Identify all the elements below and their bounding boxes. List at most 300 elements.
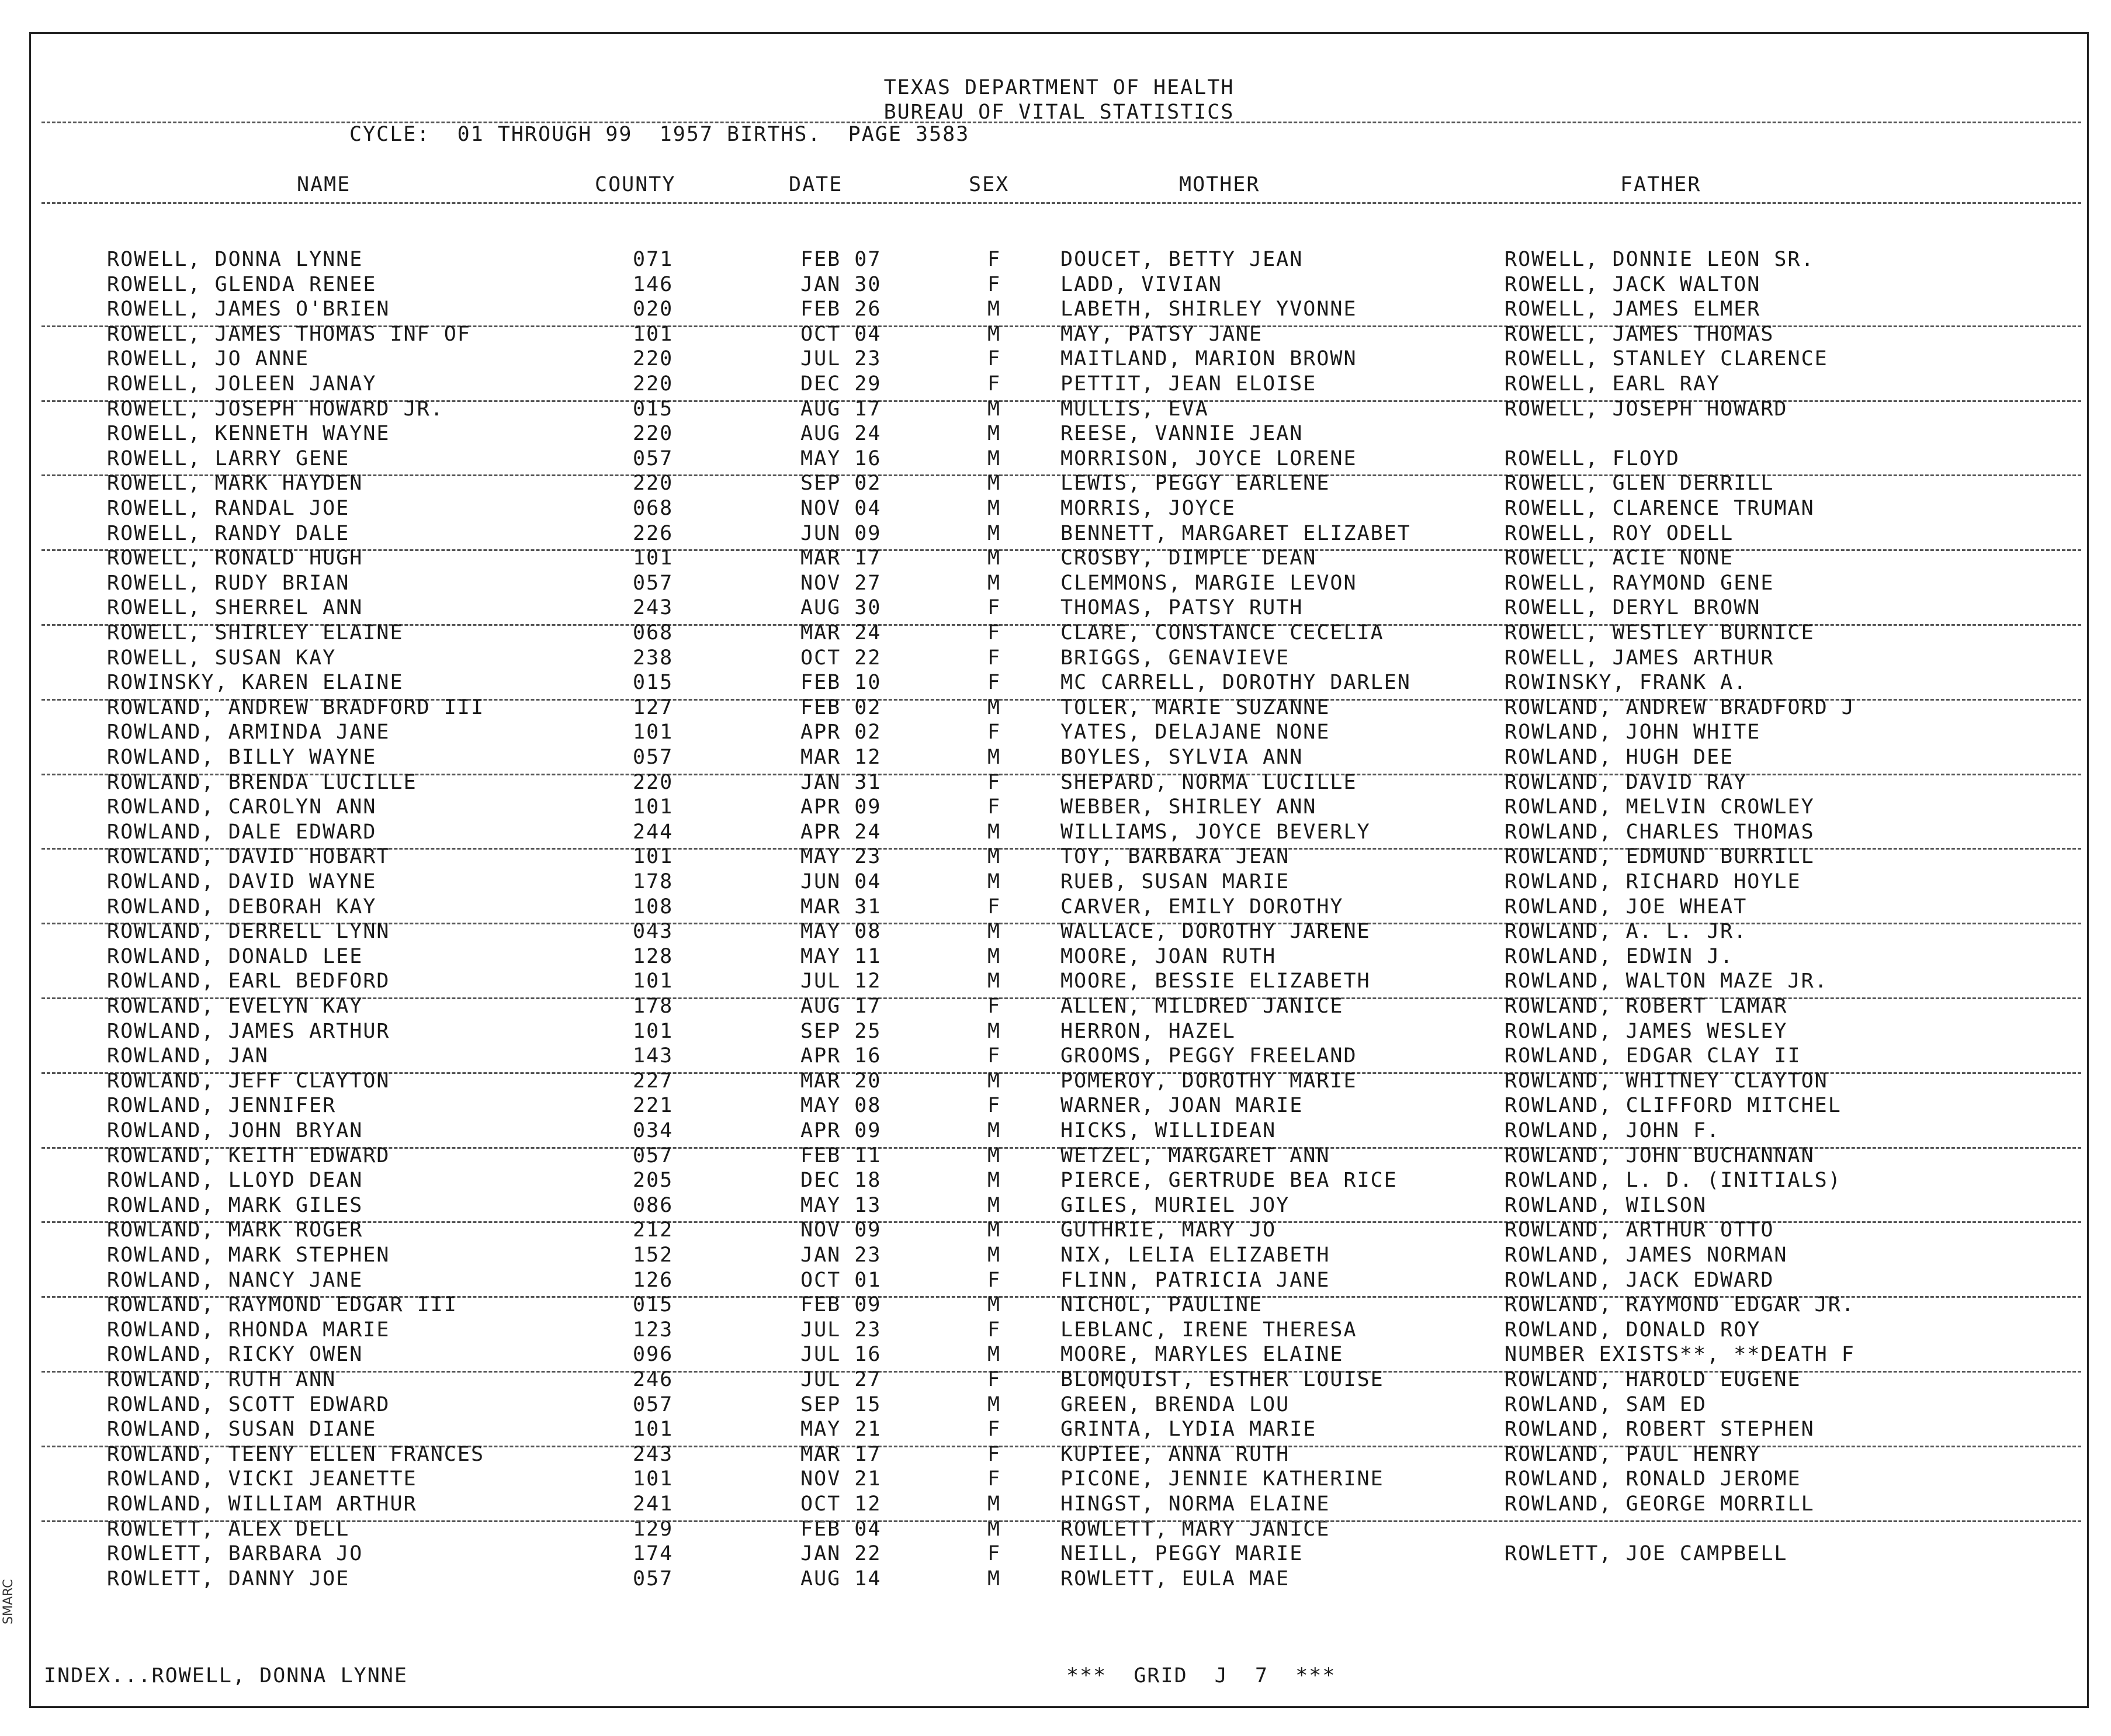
cell-date: JAN 23 bbox=[800, 1243, 882, 1267]
table-row bbox=[31, 571, 2087, 596]
cell-mother: HERRON, HAZEL bbox=[1060, 1019, 1236, 1043]
cell-county: 101 bbox=[633, 1019, 674, 1043]
cell-county: 238 bbox=[633, 646, 674, 670]
cell-date: MAY 11 bbox=[800, 944, 882, 968]
cell-county: 152 bbox=[633, 1243, 674, 1267]
table-row bbox=[31, 1541, 2087, 1567]
cell-sex: M bbox=[987, 695, 1001, 719]
cell-sex: M bbox=[987, 521, 1001, 545]
cell-name: ROWELL, RANDAL JOE bbox=[107, 497, 350, 520]
cell-name: ROWLAND, RICKY OWEN bbox=[107, 1343, 363, 1367]
table-row bbox=[31, 770, 2087, 795]
cell-county: 057 bbox=[633, 446, 674, 470]
cell-sex: M bbox=[987, 571, 1001, 595]
cell-father: ROWLAND, GEORGE MORRILL bbox=[1505, 1492, 1815, 1516]
cell-date: MAY 16 bbox=[800, 446, 882, 470]
cell-date: JAN 30 bbox=[800, 272, 882, 296]
cell-father: ROWELL, JACK WALTON bbox=[1505, 272, 1761, 296]
cell-county: 220 bbox=[633, 422, 674, 446]
cell-county: 243 bbox=[633, 596, 674, 620]
cell-sex: F bbox=[987, 1418, 1001, 1442]
table-row bbox=[31, 272, 2087, 297]
cell-name: ROWELL, LARRY GENE bbox=[107, 446, 350, 470]
cell-sex: M bbox=[987, 1492, 1001, 1516]
cell-date: AUG 17 bbox=[800, 995, 882, 1018]
cell-name: ROWLAND, ARMINDA JANE bbox=[107, 720, 390, 744]
cell-sex: M bbox=[987, 870, 1001, 893]
cell-mother: KUPIEE, ANNA RUTH bbox=[1060, 1442, 1290, 1466]
cell-date: FEB 07 bbox=[800, 248, 882, 271]
cell-mother: WARNER, JOAN MARIE bbox=[1060, 1094, 1304, 1118]
cell-date: SEP 15 bbox=[800, 1392, 882, 1416]
cell-mother: CLEMMONS, MARGIE LEVON bbox=[1060, 571, 1357, 595]
cell-mother: BOYLES, SYLVIA ANN bbox=[1060, 746, 1304, 769]
cell-mother: DOUCET, BETTY JEAN bbox=[1060, 248, 1304, 271]
cell-sex: M bbox=[987, 820, 1001, 844]
table-row bbox=[31, 1243, 2087, 1268]
cell-name: ROWLAND, RAYMOND EDGAR III bbox=[107, 1293, 457, 1317]
cell-county: 220 bbox=[633, 770, 674, 794]
cell-name: ROWLAND, JAMES ARTHUR bbox=[107, 1019, 390, 1043]
cell-father: ROWLAND, WILSON bbox=[1505, 1193, 1707, 1217]
table-row bbox=[31, 322, 2087, 347]
table-row bbox=[31, 595, 2087, 621]
cell-father: ROWLAND, JACK EDWARD bbox=[1505, 1268, 1774, 1292]
cell-mother: GROOMS, PEGGY FREELAND bbox=[1060, 1044, 1357, 1068]
cell-father: ROWELL, RAYMOND GENE bbox=[1505, 571, 1774, 595]
cell-county: 246 bbox=[633, 1368, 674, 1391]
cell-mother: MULLIS, EVA bbox=[1060, 397, 1209, 421]
cell-date: MAR 31 bbox=[800, 895, 882, 919]
cell-sex: M bbox=[987, 845, 1001, 869]
cell-date: NOV 21 bbox=[800, 1467, 882, 1491]
cell-county: 043 bbox=[633, 920, 674, 944]
cell-county: 143 bbox=[633, 1044, 674, 1068]
table-row bbox=[31, 869, 2087, 895]
cell-father: ROWLAND, WALTON MAZE JR. bbox=[1505, 969, 1828, 993]
cell-date: APR 09 bbox=[800, 795, 882, 819]
index-label: INDEX...ROWELL, DONNA LYNNE bbox=[44, 1664, 408, 1688]
cell-sex: M bbox=[987, 969, 1001, 993]
cell-county: 126 bbox=[633, 1268, 674, 1292]
cell-date: JUN 04 bbox=[800, 870, 882, 893]
column-header-county: COUNTY bbox=[595, 173, 676, 196]
table-row bbox=[31, 521, 2087, 546]
cell-name: ROWLAND, KEITH EDWARD bbox=[107, 1144, 390, 1167]
table-row bbox=[31, 1268, 2087, 1293]
cell-father: ROWLAND, JAMES NORMAN bbox=[1505, 1243, 1788, 1267]
cell-name: ROWLAND, VICKI JEANETTE bbox=[107, 1467, 417, 1491]
table-row bbox=[31, 1492, 2087, 1517]
cell-sex: M bbox=[987, 546, 1001, 570]
cell-sex: M bbox=[987, 1193, 1001, 1217]
cell-father: ROWLAND, DONALD ROY bbox=[1505, 1318, 1761, 1342]
cell-name: ROWLAND, RHONDA MARIE bbox=[107, 1318, 390, 1342]
cell-father: ROWELL, JAMES THOMAS bbox=[1505, 322, 1774, 346]
cell-sex: M bbox=[987, 920, 1001, 944]
cell-name: ROWELL, RUDY BRIAN bbox=[107, 571, 350, 595]
table-row bbox=[31, 969, 2087, 994]
cell-date: AUG 14 bbox=[800, 1567, 882, 1591]
cell-sex: F bbox=[987, 1542, 1001, 1566]
cell-county: 128 bbox=[633, 944, 674, 968]
cell-county: 146 bbox=[633, 272, 674, 296]
cell-date: MAY 23 bbox=[800, 845, 882, 869]
cell-mother: MOORE, BESSIE ELIZABETH bbox=[1060, 969, 1371, 993]
cell-mother: CROSBY, DIMPLE DEAN bbox=[1060, 546, 1317, 570]
cell-name: ROWLAND, WILLIAM ARTHUR bbox=[107, 1492, 417, 1516]
cell-sex: M bbox=[987, 944, 1001, 968]
table-row bbox=[31, 1218, 2087, 1243]
cell-county: 101 bbox=[633, 1418, 674, 1442]
cell-date: AUG 17 bbox=[800, 397, 882, 421]
cell-father: ROWLAND, ROBERT LAMAR bbox=[1505, 995, 1788, 1018]
table-row bbox=[31, 1168, 2087, 1193]
cell-mother: GRINTA, LYDIA MARIE bbox=[1060, 1418, 1317, 1442]
cell-date: APR 24 bbox=[800, 820, 882, 844]
grid-label: *** GRID J 7 *** bbox=[1066, 1664, 1336, 1688]
cell-date: OCT 22 bbox=[800, 646, 882, 670]
cell-county: 123 bbox=[633, 1318, 674, 1342]
cell-name: ROWLAND, EARL BEDFORD bbox=[107, 969, 390, 993]
cell-date: MAR 24 bbox=[800, 621, 882, 644]
cell-date: SEP 02 bbox=[800, 472, 882, 495]
cell-sex: F bbox=[987, 1442, 1001, 1466]
cell-mother: FLINN, PATRICIA JANE bbox=[1060, 1268, 1330, 1292]
cell-father: ROWELL, JAMES ELMER bbox=[1505, 297, 1761, 321]
table-row bbox=[31, 1367, 2087, 1392]
cell-mother: TOY, BARBARA JEAN bbox=[1060, 845, 1290, 869]
cell-date: FEB 26 bbox=[800, 297, 882, 321]
cell-mother: REESE, VANNIE JEAN bbox=[1060, 422, 1304, 446]
cell-mother: RUEB, SUSAN MARIE bbox=[1060, 870, 1290, 893]
table-row bbox=[31, 471, 2087, 496]
cell-date: FEB 11 bbox=[800, 1144, 882, 1167]
cell-county: 178 bbox=[633, 870, 674, 893]
cell-name: ROWLAND, DERRELL LYNN bbox=[107, 920, 390, 944]
cell-father: ROWLAND, RONALD JEROME bbox=[1505, 1467, 1801, 1491]
cell-father: ROWELL, GLEN DERRILL bbox=[1505, 472, 1774, 495]
cell-date: JUL 27 bbox=[800, 1368, 882, 1391]
cell-county: 227 bbox=[633, 1069, 674, 1093]
cell-mother: MORRIS, JOYCE bbox=[1060, 497, 1236, 520]
table-row bbox=[31, 820, 2087, 845]
table-row bbox=[31, 895, 2087, 920]
cell-father: ROWLAND, DAVID RAY bbox=[1505, 770, 1748, 794]
cell-mother: MOORE, JOAN RUTH bbox=[1060, 944, 1277, 968]
table-row bbox=[31, 1567, 2087, 1592]
cell-date: JUL 12 bbox=[800, 969, 882, 993]
table-row bbox=[31, 621, 2087, 646]
cell-father: ROWELL, ACIE NONE bbox=[1505, 546, 1734, 570]
cell-county: 212 bbox=[633, 1218, 674, 1242]
cell-mother: NICHOL, PAULINE bbox=[1060, 1293, 1263, 1317]
document-subtitle: BUREAU OF VITAL STATISTICS bbox=[883, 101, 1235, 124]
table-row bbox=[31, 1193, 2087, 1218]
cell-sex: M bbox=[987, 422, 1001, 446]
cell-sex: F bbox=[987, 1268, 1001, 1292]
cell-name: ROWLAND, TEENY ELLEN FRANCES bbox=[107, 1442, 485, 1466]
cell-date: JUL 16 bbox=[800, 1343, 882, 1367]
cell-mother: THOMAS, PATSY RUTH bbox=[1060, 596, 1304, 620]
cell-county: 057 bbox=[633, 571, 674, 595]
cell-father: ROWLAND, RICHARD HOYLE bbox=[1505, 870, 1801, 893]
cell-county: 174 bbox=[633, 1542, 674, 1566]
cell-name: ROWELL, JOLEEN JANAY bbox=[107, 372, 377, 396]
cell-sex: M bbox=[987, 1243, 1001, 1267]
cell-name: ROWLETT, BARBARA JO bbox=[107, 1542, 363, 1566]
cell-mother: LEBLANC, IRENE THERESA bbox=[1060, 1318, 1357, 1342]
cell-mother: LADD, VIVIAN bbox=[1060, 272, 1222, 296]
table-row bbox=[31, 1144, 2087, 1169]
table-row bbox=[31, 1069, 2087, 1094]
cell-sex: F bbox=[987, 621, 1001, 644]
cell-mother: CARVER, EMILY DOROTHY bbox=[1060, 895, 1344, 919]
divider bbox=[41, 202, 2081, 204]
cell-name: ROWELL, RONALD HUGH bbox=[107, 546, 363, 570]
cell-father: ROWLAND, JAMES WESLEY bbox=[1505, 1019, 1788, 1043]
cell-father: ROWLETT, JOE CAMPBELL bbox=[1505, 1542, 1788, 1566]
cell-father: ROWLAND, RAYMOND EDGAR JR. bbox=[1505, 1293, 1855, 1317]
cell-date: DEC 18 bbox=[800, 1169, 882, 1193]
cell-date: FEB 10 bbox=[800, 671, 882, 695]
table-row bbox=[31, 546, 2087, 571]
cell-name: ROWELL, JAMES THOMAS INF OF bbox=[107, 322, 471, 346]
cell-name: ROWLAND, ANDREW BRADFORD III bbox=[107, 695, 485, 719]
cell-sex: F bbox=[987, 272, 1001, 296]
table-row bbox=[31, 670, 2087, 695]
cell-father: ROWELL, JAMES ARTHUR bbox=[1505, 646, 1774, 670]
cell-sex: M bbox=[987, 397, 1001, 421]
cycle-line: CYCLE: 01 THROUGH 99 1957 BIRTHS. PAGE 3583 bbox=[349, 123, 970, 146]
cell-date: OCT 04 bbox=[800, 322, 882, 346]
table-row bbox=[31, 1342, 2087, 1367]
table-row bbox=[31, 1118, 2087, 1144]
cell-name: ROWLAND, CAROLYN ANN bbox=[107, 795, 377, 819]
cell-sex: M bbox=[987, 1069, 1001, 1093]
cell-date: JAN 31 bbox=[800, 770, 882, 794]
cell-sex: M bbox=[987, 1119, 1001, 1142]
divider bbox=[41, 1520, 2081, 1522]
cell-sex: F bbox=[987, 895, 1001, 919]
table-row bbox=[31, 944, 2087, 969]
cell-father: ROWLAND, CHARLES THOMAS bbox=[1505, 820, 1815, 844]
cell-mother: GILES, MURIEL JOY bbox=[1060, 1193, 1290, 1217]
cell-date: MAY 21 bbox=[800, 1418, 882, 1442]
cell-name: ROWLAND, EVELYN KAY bbox=[107, 995, 363, 1018]
cell-sex: F bbox=[987, 671, 1001, 695]
column-header-mother: MOTHER bbox=[1179, 173, 1260, 196]
cell-date: MAR 17 bbox=[800, 1442, 882, 1466]
cell-sex: F bbox=[987, 995, 1001, 1018]
cell-mother: WEBBER, SHIRLEY ANN bbox=[1060, 795, 1317, 819]
cell-county: 127 bbox=[633, 695, 674, 719]
cell-mother: NEILL, PEGGY MARIE bbox=[1060, 1542, 1304, 1566]
cell-name: ROWELL, MARK HAYDEN bbox=[107, 472, 363, 495]
cell-date: NOV 27 bbox=[800, 571, 882, 595]
cell-father: ROWLAND, SAM ED bbox=[1505, 1392, 1707, 1416]
cell-mother: SHEPARD, NORMA LUCILLE bbox=[1060, 770, 1357, 794]
cell-date: NOV 04 bbox=[800, 497, 882, 520]
cell-sex: M bbox=[987, 322, 1001, 346]
cell-name: ROWELL, JAMES O'BRIEN bbox=[107, 297, 390, 321]
cell-county: 178 bbox=[633, 995, 674, 1018]
cell-father: ROWLAND, EDWIN J. bbox=[1505, 944, 1734, 968]
cell-sex: F bbox=[987, 347, 1001, 371]
cell-county: 015 bbox=[633, 671, 674, 695]
cell-name: ROWLAND, LLOYD DEAN bbox=[107, 1169, 363, 1193]
cell-date: DEC 29 bbox=[800, 372, 882, 396]
cell-county: 220 bbox=[633, 347, 674, 371]
table-row bbox=[31, 1392, 2087, 1418]
table-row bbox=[31, 1093, 2087, 1118]
cell-name: ROWLAND, BILLY WAYNE bbox=[107, 746, 377, 769]
table-row bbox=[31, 994, 2087, 1019]
cell-sex: M bbox=[987, 1144, 1001, 1167]
cell-date: JUL 23 bbox=[800, 1318, 882, 1342]
cell-mother: TOLER, MARIE SUZANNE bbox=[1060, 695, 1330, 719]
cell-county: 057 bbox=[633, 1144, 674, 1167]
cell-date: MAR 20 bbox=[800, 1069, 882, 1093]
cell-date: MAY 13 bbox=[800, 1193, 882, 1217]
cell-sex: F bbox=[987, 1044, 1001, 1068]
cell-county: 108 bbox=[633, 895, 674, 919]
cell-father: ROWELL, STANLEY CLARENCE bbox=[1505, 347, 1828, 371]
table-row bbox=[31, 397, 2087, 422]
cell-county: 220 bbox=[633, 372, 674, 396]
cell-father: ROWINSKY, FRANK A. bbox=[1505, 671, 1748, 695]
cell-sex: F bbox=[987, 1368, 1001, 1391]
document-title: TEXAS DEPARTMENT OF HEALTH bbox=[883, 76, 1235, 99]
cell-mother: WALLACE, DOROTHY JARENE bbox=[1060, 920, 1371, 944]
table-row bbox=[31, 844, 2087, 869]
cell-father: ROWELL, DONNIE LEON SR. bbox=[1505, 248, 1815, 271]
document-page bbox=[29, 32, 2089, 1708]
table-row bbox=[31, 496, 2087, 521]
table-row bbox=[31, 247, 2087, 272]
cell-father: ROWLAND, JOHN WHITE bbox=[1505, 720, 1761, 744]
cell-sex: F bbox=[987, 372, 1001, 396]
cell-mother: PICONE, JENNIE KATHERINE bbox=[1060, 1467, 1384, 1491]
cell-sex: F bbox=[987, 1467, 1001, 1491]
divider bbox=[41, 122, 2081, 123]
cell-sex: F bbox=[987, 720, 1001, 744]
table-row bbox=[31, 297, 2087, 322]
cell-county: 096 bbox=[633, 1343, 674, 1367]
cell-county: 226 bbox=[633, 521, 674, 545]
column-header-sex: SEX bbox=[969, 173, 1010, 196]
cell-date: SEP 25 bbox=[800, 1019, 882, 1043]
cell-father: ROWLAND, EDGAR CLAY II bbox=[1505, 1044, 1801, 1068]
cell-mother: WETZEL, MARGARET ANN bbox=[1060, 1144, 1330, 1167]
cell-county: 101 bbox=[633, 845, 674, 869]
cell-sex: M bbox=[987, 1218, 1001, 1242]
cell-county: 068 bbox=[633, 497, 674, 520]
cell-father: ROWLAND, HAROLD EUGENE bbox=[1505, 1368, 1801, 1391]
cell-county: 101 bbox=[633, 1467, 674, 1491]
cell-date: FEB 02 bbox=[800, 695, 882, 719]
cell-county: 243 bbox=[633, 1442, 674, 1466]
cell-sex: M bbox=[987, 497, 1001, 520]
cell-father: ROWLAND, ARTHUR OTTO bbox=[1505, 1218, 1774, 1242]
table-row bbox=[31, 745, 2087, 770]
cell-mother: LEWIS, PEGGY EARLENE bbox=[1060, 472, 1330, 495]
cell-father: ROWLAND, PAUL HENRY bbox=[1505, 1442, 1761, 1466]
cell-mother: BENNETT, MARGARET ELIZABET bbox=[1060, 521, 1411, 545]
cell-name: ROWELL, JO ANNE bbox=[107, 347, 310, 371]
cell-county: 101 bbox=[633, 322, 674, 346]
cell-date: MAY 08 bbox=[800, 1094, 882, 1118]
cell-date: MAR 12 bbox=[800, 746, 882, 769]
cell-father: ROWLAND, WHITNEY CLAYTON bbox=[1505, 1069, 1828, 1093]
cell-date: AUG 30 bbox=[800, 596, 882, 620]
cell-name: ROWELL, RANDY DALE bbox=[107, 521, 350, 545]
cell-sex: M bbox=[987, 446, 1001, 470]
table-row bbox=[31, 372, 2087, 397]
cell-sex: F bbox=[987, 1318, 1001, 1342]
cell-county: 057 bbox=[633, 1567, 674, 1591]
cell-county: 034 bbox=[633, 1119, 674, 1142]
cell-county: 220 bbox=[633, 472, 674, 495]
cell-name: ROWELL, DONNA LYNNE bbox=[107, 248, 363, 271]
cell-mother: CLARE, CONSTANCE CECELIA bbox=[1060, 621, 1384, 644]
cell-father: ROWELL, CLARENCE TRUMAN bbox=[1505, 497, 1815, 520]
cell-date: FEB 04 bbox=[800, 1517, 882, 1541]
cell-date: OCT 12 bbox=[800, 1492, 882, 1516]
cell-mother: MOORE, MARYLES ELAINE bbox=[1060, 1343, 1344, 1367]
cell-mother: POMEROY, DOROTHY MARIE bbox=[1060, 1069, 1357, 1093]
cell-father: ROWLAND, JOE WHEAT bbox=[1505, 895, 1748, 919]
cell-name: ROWLAND, JEFF CLAYTON bbox=[107, 1069, 390, 1093]
cell-mother: ROWLETT, MARY JANICE bbox=[1060, 1517, 1330, 1541]
cell-name: ROWLAND, JENNIFER bbox=[107, 1094, 337, 1118]
cell-county: 101 bbox=[633, 720, 674, 744]
cell-name: ROWLAND, DONALD LEE bbox=[107, 944, 363, 968]
cell-mother: HICKS, WILLIDEAN bbox=[1060, 1119, 1277, 1142]
cell-mother: HINGST, NORMA ELAINE bbox=[1060, 1492, 1330, 1516]
table-row bbox=[31, 919, 2087, 944]
cell-name: ROWLAND, DALE EDWARD bbox=[107, 820, 377, 844]
cell-name: ROWELL, SUSAN KAY bbox=[107, 646, 337, 670]
cell-mother: GREEN, BRENDA LOU bbox=[1060, 1392, 1290, 1416]
cell-sex: F bbox=[987, 248, 1001, 271]
cell-mother: MAY, PATSY JANE bbox=[1060, 322, 1263, 346]
cell-county: 068 bbox=[633, 621, 674, 644]
table-row bbox=[31, 446, 2087, 472]
cell-county: 244 bbox=[633, 820, 674, 844]
cell-name: ROWLAND, RUTH ANN bbox=[107, 1368, 337, 1391]
cell-father: ROWLAND, MELVIN CROWLEY bbox=[1505, 795, 1815, 819]
cell-sex: F bbox=[987, 1094, 1001, 1118]
cell-county: 057 bbox=[633, 746, 674, 769]
cell-father: ROWLAND, HUGH DEE bbox=[1505, 746, 1734, 769]
cell-sex: F bbox=[987, 646, 1001, 670]
cell-county: 129 bbox=[633, 1517, 674, 1541]
cell-county: 221 bbox=[633, 1094, 674, 1118]
side-label: SMARC bbox=[1, 1579, 16, 1624]
cell-name: ROWELL, SHIRLEY ELAINE bbox=[107, 621, 404, 644]
cell-name: ROWINSKY, KAREN ELAINE bbox=[107, 671, 404, 695]
cell-father: ROWLAND, CLIFFORD MITCHEL bbox=[1505, 1094, 1842, 1118]
cell-father: ROWELL, FLOYD bbox=[1505, 446, 1680, 470]
cell-sex: M bbox=[987, 1169, 1001, 1193]
cell-father: ROWELL, DERYL BROWN bbox=[1505, 596, 1761, 620]
cell-sex: M bbox=[987, 1517, 1001, 1541]
cell-father: NUMBER EXISTS**, **DEATH F bbox=[1505, 1343, 1855, 1367]
cell-county: 101 bbox=[633, 546, 674, 570]
cell-sex: M bbox=[987, 472, 1001, 495]
cell-mother: MC CARRELL, DOROTHY DARLEN bbox=[1060, 671, 1411, 695]
